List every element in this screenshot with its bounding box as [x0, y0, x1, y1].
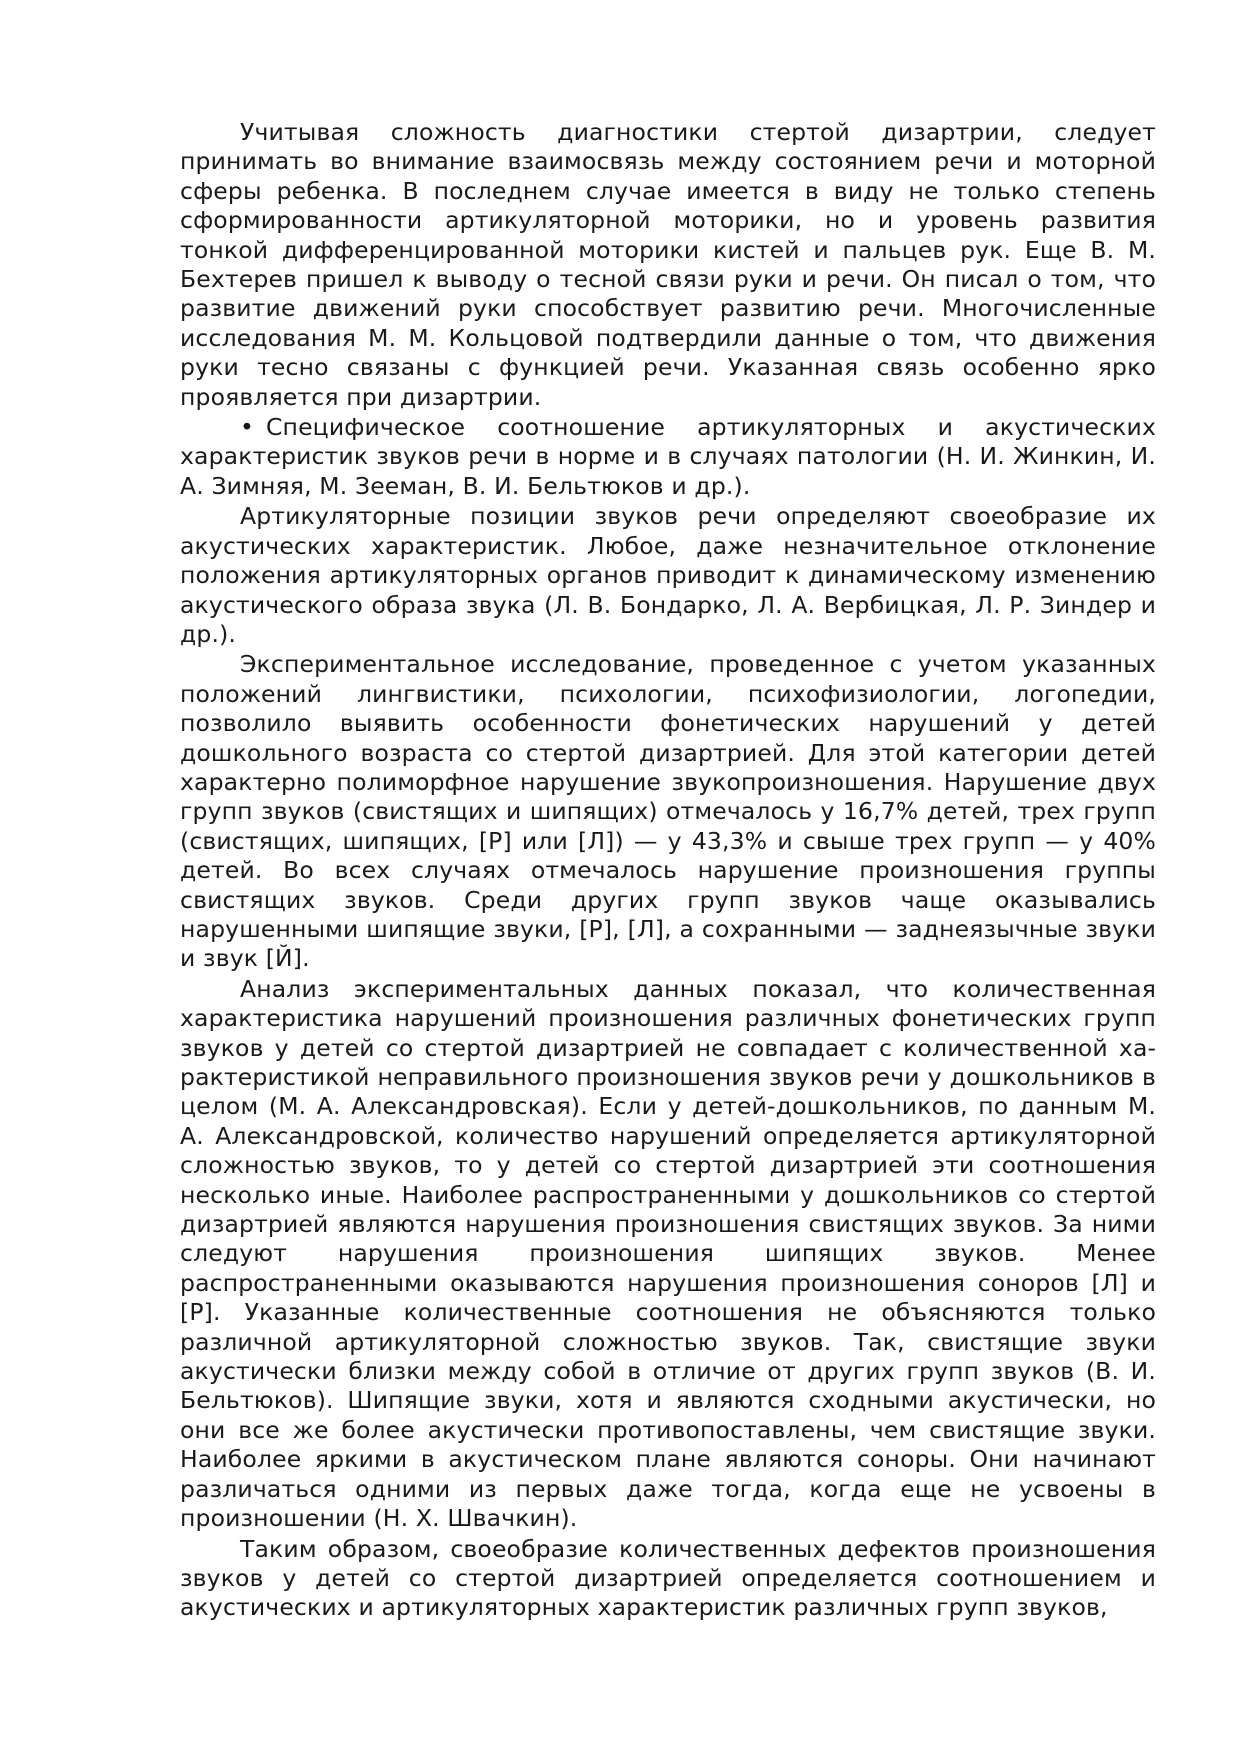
- paragraph-5: Таким образом, своеобразие количественных дефектов произношения звуков у детей со стертой дизартрией определяется соотношением и акустических и артикуляторных характеристик различных групп звуков,: [180, 1534, 1156, 1622]
- bullet-paragraph: [180, 413, 1156, 501]
- paragraph-1: Учитывая сложность диагностики стертой дизартрии, следует принимать во внимание взаимосвязь между состоянием речи и моторной сферы ребенка. В последнем случае имеется в виду не только степень сформированности артикуляторной моторики, но и уровень развития тонкой дифференцированной моторики кистей и пальцев рук. Еще В. М. Бехтерев пришел к выводу о тесной связи руки и речи. Он писал о том, что развитие движений руки способствует развитию речи. Многочисленные исследования М. М. Кольцовой подтвердили данные о том, что движения руки тесно связаны с функцией речи. Указанная связь особенно ярко проявляется при дизартрии.: [180, 118, 1156, 411]
- body-text: [180, 118, 1156, 1624]
- paragraph-4: Анализ экспериментальных данных показал, что количественная характеристика нарушений произношения различных фонетических групп звуков у детей со стертой дизартрией не совпадает с количественной характеристикой неправильного произношения звуков речи у дошкольников в целом (М. А. Александровская). Если у детей-дошкольников, по данным М. А. Александровской, количество нарушений определяется артикуляторной сложностью звуков, то у детей со стертой дизартрией эти соотношения несколько иные. Наиболее распространенными у дошкольников со стертой дизартрией являются нарушения произношения свистящих звуков. За ними следуют нарушения произношения шипящих звуков. Менее распространенными оказываются нарушения произношения соноров [Л] и [Р]. Указанные количественные соотношения не объясняются только различной артикуляторной сложностью звуков. Так, свистящие звуки акустически близки между собой в отличие от других групп звуков (В. И. Бельтюков). Шипящие звуки, хотя и являются сходными акустически, но они все же более акустически противопоставлены, чем свистящие звуки. Наиболее яркими в акустическом плане являются соноры. Они начинают различаться одними из первых даже тогда, когда еще не усвоены в произношении (Н. Х. Швачкин).: [180, 974, 1156, 1533]
- paragraph-3: Экспериментальное исследование, проведенное с учетом указанных положений лингвистики, психологии, психофизиологии, логопедии, позволило выявить особенности фонетических нарушений у детей дошкольного возраста со стертой дизартрией. Для этой категории детей характерно полиморфное нарушение звукопроизношения. Нарушение двух групп звуков (свистящих и шипящих) отмечалось у 16,7% детей, трех групп (свистящих, шипящих, [Р] или [Л]) — у 43,3% и свыше трех групп — у 40% детей. Во всех случаях отмечалось нарушение произношения группы свистящих звуков. Среди других групп звуков чаще оказывались нарушенными шипящие звуки, [Р], [Л], а сохранными — заднеязычные звуки и звук [Й].: [180, 650, 1156, 973]
- bullet-paragraph-text: Специфическое соотношение артикуляторных и акустических характеристик звуков речи в норме и в случаях патологии (Н. И. Жинкин, И. А. Зимняя, М. Зееман, В. И. Бельтюков и др.).: [180, 413, 1156, 500]
- paragraph-2: Артикуляторные позиции звуков речи определяют своеобразие их акустических характеристик. Любое, даже незначительное отклонение положения артикуляторных органов приводит к динамическому изменению акустического образа звука (Л. В. Бондарко, Л. А. Вербицкая, Л. Р. Зиндер и др.).: [180, 502, 1156, 648]
- bullet-symbol: •: [240, 413, 255, 442]
